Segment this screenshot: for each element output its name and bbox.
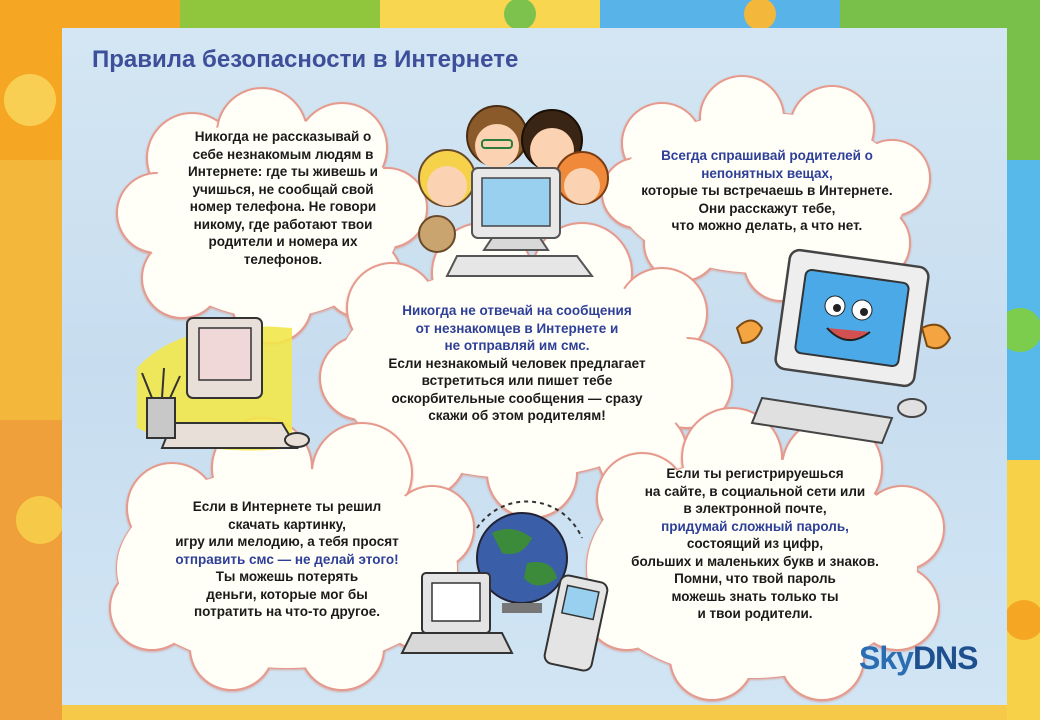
- rule-3-text: [367, 302, 667, 425]
- rule-1-line: номер телефона. Не говори: [189, 199, 377, 214]
- rule-4-line: игру или мелодию, а тебя просят: [175, 534, 399, 549]
- rule-3-line: Никогда не отвечай на сообщения: [402, 303, 632, 318]
- rule-3-line: не отправляй им смс.: [444, 338, 590, 353]
- rule-4-line: скачать картинку,: [228, 516, 346, 532]
- rule-2-line: непонятных вещах,: [701, 165, 833, 181]
- rule-1-line: учишься, не сообщай свой: [192, 181, 374, 197]
- rule-3-line: от незнакомцев в Интернете и: [415, 320, 619, 336]
- rule-4-line: Если в Интернете ты решил: [192, 499, 382, 514]
- rule-5-text: [610, 465, 900, 623]
- rule-5-line: состоящий из цифр,: [686, 536, 824, 551]
- rule-5-line: придумай сложный пароль,: [661, 518, 849, 534]
- rule-5-line: в электронной почте,: [683, 501, 827, 516]
- rule-3-line: встретиться или пишет тебе: [421, 373, 613, 388]
- rule-1-text: [168, 128, 398, 268]
- poster-title: Правила безопасности в Интернете: [92, 46, 519, 73]
- logo-part-2: DNS: [912, 640, 978, 676]
- rule-2-line: что можно делать, а что нет.: [671, 218, 863, 233]
- rule-1-line: Никогда не рассказывай о: [194, 129, 372, 144]
- rule-1-line: никому, где работают твои: [193, 216, 373, 232]
- rule-5-line: Если ты регистрируешься: [666, 466, 844, 481]
- retro-computer-illustration: [137, 318, 309, 451]
- poster: [62, 28, 1007, 705]
- rule-1-line: себе незнакомым людям в: [192, 146, 374, 162]
- skydns-logo: [859, 640, 978, 677]
- rule-3-line: оскорбительные сообщения — сразу: [391, 390, 643, 406]
- rule-4-line: деньги, которые мог бы: [206, 586, 368, 602]
- rule-4-text: [142, 498, 432, 621]
- rule-5-line: и твои родители.: [697, 606, 813, 621]
- rule-3-line: Если незнакомый человек предлагает: [388, 355, 646, 371]
- rule-2-text: [617, 147, 917, 235]
- rule-1-line: родители и номера их: [208, 234, 358, 249]
- rule-5-line: больших и маленьких букв и знаков.: [631, 553, 879, 569]
- rule-1-line: телефонов.: [243, 251, 323, 267]
- rule-5-line: на сайте, в социальной сети или: [644, 483, 866, 499]
- logo-part-1: Sky: [859, 640, 913, 676]
- rule-4-line: отправить смс — не делай этого!: [175, 551, 399, 567]
- rule-2-line: Всегда спрашивай родителей о: [661, 148, 873, 163]
- rule-5-line: можешь знать только ты: [671, 588, 839, 604]
- rule-4-line: Ты можешь потерять: [215, 569, 359, 584]
- rule-4-line: потратить на что-то другое.: [194, 604, 380, 619]
- rule-2-line: Они расскажут тебе,: [698, 200, 836, 216]
- rule-3-line: скажи об этом родителям!: [428, 408, 606, 423]
- rule-5-line: Помни, что твой пароль: [674, 571, 836, 586]
- rule-2-line: которые ты встречаешь в Интернете.: [641, 183, 893, 198]
- rule-1-line: Интернете: где ты живешь и: [187, 164, 378, 179]
